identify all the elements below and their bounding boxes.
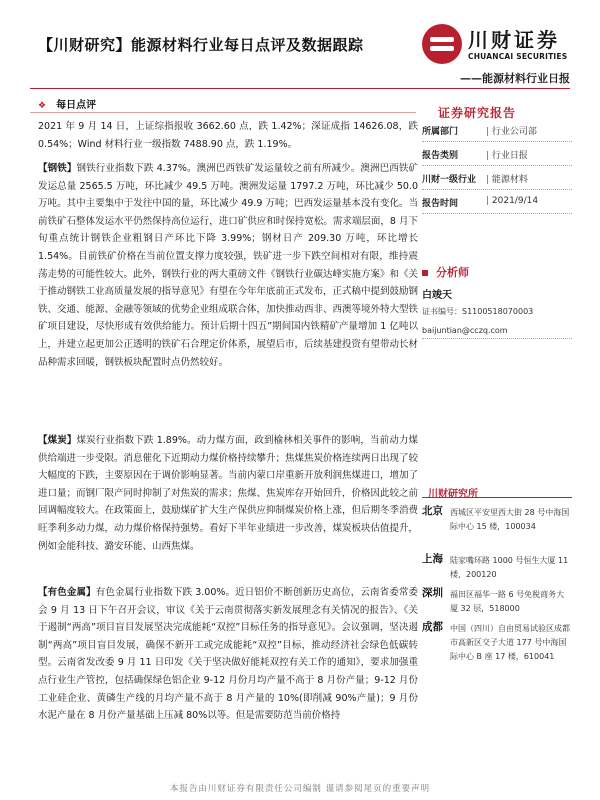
institute-divider (422, 497, 572, 498)
header-divider (30, 88, 570, 89)
paragraph-tag: 【钢铁】 (38, 163, 77, 174)
report-subtitle: ——能源材料行业日报 (460, 72, 570, 85)
paragraph-nonferrous (38, 584, 418, 725)
office-address-text: 福田区福华一路 6 号免税商务大厦 32 层，518000 (450, 590, 565, 613)
paragraph-tag: 【有色金属】 (38, 587, 96, 598)
info-row (422, 190, 572, 214)
paragraph-text: 煤炭行业指数下跌 1.89%。动力煤方面，政到榆林相关事件的影响，当前动力煤供给端进一步受限。消息催化下近期动力煤价格持续攀升；焦煤焦炭价格连续两日出现了较大幅度的下跌，主要原因在于调价影响显著。当前内蒙口岸重新开放利润焦煤进口，增加了进口量；而钢厂限产同时抑制了对焦炭的需求；焦煤、焦炭库存开始回升，价格因此较之前回调幅度较大。在政策面上，鼓励煤矿扩大生产保供应抑制煤炭价格上涨，但后期冬季消费旺季利多动力煤，动力煤价格保持强势。看好下半年业绩进一步改善，煤炭板块估值提升，例如金能科技、潞安环能、山西焦煤。 (38, 435, 419, 552)
office-address (422, 504, 574, 554)
analyst-section-title (422, 264, 469, 280)
logo-emblem-icon (422, 24, 462, 64)
paragraph-text: 有色金属行业指数下跌 3.00%。近日铝价不断创新历史高位，云南省委常委会 9 月 13 日下午召开会议，审议《关于云南贯彻落实新发展理念有关情况的报告》、《关于遏制“两高”项目盲目发展坚决完成能耗“双控”目标任务的指导意见》。会议强调，坚决遏制“两高”项目盲目发展，确保不新开工或完成能耗“双控”目标，推动经济社会绿色低碳转型。云南省发改委 9 月 11 日印发《关于坚决做好能耗双控有关工作的通知》，要求加强重点行业生产管控，包括确保绿色铝企业 9-12 月份月均产量不高于 8 月份产量；9-12 月份工业硅企业、黄磷生产线的月均产量不高于 8 月产量的 10%(即削减 90%产量)；9 月份水泥产量在 8 月份产量基础上压减 80%以等。但是需要防范当前价格持 (38, 587, 418, 722)
paragraph-text: 2021 年 9 月 14 日，上证综指报收 3662.60 点，跌 1.42%；深证成指 14626.08，跌 0.54%；Wind 材料行业一级指数 7488.90 点，跌 1.19%。 (38, 121, 418, 150)
company-logo (422, 22, 572, 68)
page-footer: 本报告由川财证券有限责任公司编制 谨请参阅尾页的重要声明 (169, 784, 431, 794)
section-title-text: 每日点评 (56, 100, 97, 111)
info-key: 所属部门 (422, 127, 459, 137)
analyst-divider (422, 338, 572, 339)
office-address-text: 中国（四川）自由贸易试验区成都市高新区交子大道 177 号中海国际中心 B 座 17 楼，610041 (450, 624, 570, 661)
info-row (422, 142, 572, 166)
logo-text-en: CHUANCAI SECURITIES (468, 52, 568, 61)
info-row (422, 166, 572, 190)
office-address (422, 620, 574, 684)
paragraph-text: 钢铁行业指数下跌 4.37%。澳洲巴西铁矿发运量较之前有所减少。澳洲巴西铁矿发运总量 2565.5 万吨，环比减少 49.5 万吨。澳洲发运量 1797.2 万吨，环比减少 50.0 万吨。其中主要集中于发往中国的量，环比减少 49.9 万吨；巴西发运量基本没有变化。当前铁矿石整体发运水平仍然保持高位运行，进口矿供应和时保持宽松。需求端层面，8 月下旬重点统计钢铁企业粗钢日产环比下降 3.99%；钢材日产 209.30 万吨，环比增长 1.54%。目前铁矿价格在当前位置支撑力度较强，铁矿进一步下跌空间相对有限，维持震荡走势的可能性较大。此外，钢铁行业的两大重磅文件《钢铁行业碳达峰实施方案》和《关于推动钢铁工业高质量发展的指导意见》有望在今年年底前正式发布，正式稿中提到鼓励钢铁、交通、能源、金融等领域的优势企业组成联合体，加快推动西非、西澳等境外特大型铁矿项目建设，尽快形成有效供给能力。预计后期十四五”期间国内铁精矿产量增加 1 亿吨以上，并建立起更加公正透明的铁矿石合理定价体系，展望后市，后续基建投资有望带动长材品种需求回暖，钢铁板块配置时点仍然较好。 (38, 163, 419, 368)
info-row (422, 118, 572, 142)
paragraph-steel (38, 160, 418, 371)
office-address-text: 陆家嘴环路 1000 号恒生大厦 11 楼，200120 (450, 556, 569, 579)
section-divider (30, 112, 416, 113)
institute-title: 川财研究所 (428, 489, 478, 500)
office-address (422, 586, 574, 622)
info-key: 报告时间 (422, 199, 459, 209)
report-title: 【川财研究】能源材料行业每日点评及数据跟踪 (38, 36, 364, 54)
diamond-bullet-icon: ❖ (38, 101, 47, 111)
info-key: 报告类别 (422, 151, 459, 161)
office-address-text: 西城区平安里西大街 28 号中海国际中心 15 楼，100034 (450, 508, 570, 531)
report-info-table (422, 118, 572, 214)
info-value: | 行业日报 (486, 148, 528, 161)
office-city: 北京 (422, 505, 443, 517)
paragraph-market (38, 118, 418, 153)
square-bullet-icon (422, 270, 428, 276)
analyst-cert: 证书编号：S1100518070003 (422, 307, 534, 316)
info-value: | 行业公司部 (486, 124, 537, 137)
logo-text-cn: 川财证券 (468, 28, 560, 52)
analyst-title-text: 分析师 (436, 266, 469, 279)
analyst-name: 白竣天 (422, 290, 452, 301)
sidebar-title: 证券研究报告 (438, 106, 517, 120)
analyst-email[interactable]: baijuntian@cczq.com (422, 326, 508, 335)
paragraph-tag: 【煤炭】 (38, 435, 77, 446)
paragraph-coal (38, 432, 418, 555)
info-key: 川财一级行业 (422, 175, 477, 185)
office-city: 上海 (422, 553, 443, 565)
info-value: | 能源材料 (486, 172, 528, 185)
office-city: 成都 (422, 621, 443, 633)
office-city: 深圳 (422, 587, 443, 599)
info-value: | 2021/9/14 (486, 196, 538, 206)
section-title (38, 96, 96, 111)
